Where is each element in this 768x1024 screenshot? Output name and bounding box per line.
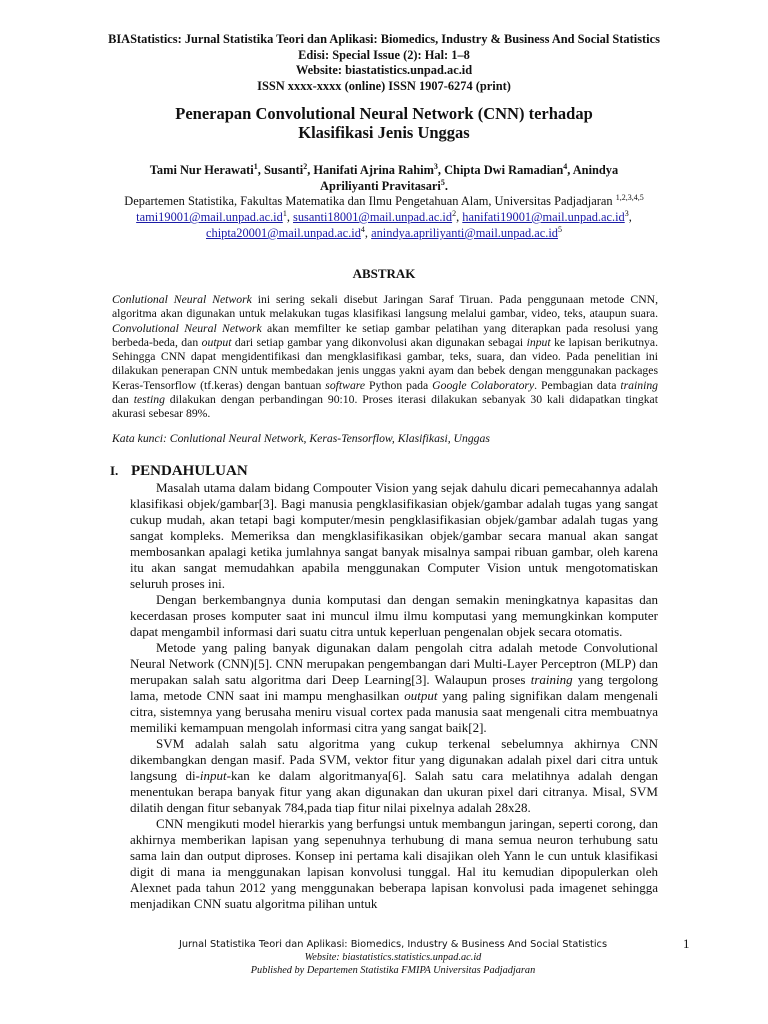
section-body: [130, 480, 658, 912]
page-number: 1: [683, 936, 690, 951]
footer-journal-name: Jurnal Statistika Teori dan Aplikasi: Biomedics, Industry & Business And Social Statistics: [178, 939, 608, 950]
author-name: Susanti: [263, 163, 304, 177]
author-name: Chipta Dwi Ramadian: [444, 163, 564, 177]
email-link[interactable]: chipta20001@mail.unpad.ac.id: [206, 226, 361, 240]
section-title: PENDAHULUAN: [131, 463, 248, 479]
page-footer: [120, 938, 666, 977]
paragraph: Metode yang paling banyak digunakan dalam pengolah citra adalah metode Convolutional Neural Network (CNN)[5]. CNN merupakan pengembangan dari Multi-Layer Perceptron (MLP) dan merupakan salah satu algoritma dari Deep Learning[3]. Walaupun proses training yang tergolong lama, metode CNN saat ini mampu menghasilkan output yang paling signifikan dalam mengenali citra, sistemnya yang berusaha meniru visual cortex pada manusia saat mengenali citra membuatnya memiliki kemampuan mengolah informasi citra yang sangat baik[2].: [130, 640, 659, 735]
paragraph: SVM adalah salah satu algoritma yang cukup terkenal sebelumnya akhirnya CNN dikembangkan dengan masif. Pada SVM, vektor fitur yang digunakan adalah pixel dari citra untuk langsung di-input-kan ke dalam algoritmanya[6]. Salah satu cara melatihnya adalah dengan menentukan berapa banyak fitur yang akan digunakan dan ukuran pixel dari citranya. Misal, SVM dilatih dengan fitur sebanyak 784,pada tiap fitur nilai pixelnya adalah 28x28.: [130, 736, 658, 815]
affiliation-block: Departemen Statistika, Fakultas Matematika dan Ilmu Pengetahuan Alam, Universitas Padjadjaran $^{1,2,3,4,5}$ $tami19001@mail.unpad.ac.id^1$, $susanti18001@mail.unpad.ac.id^2$, $hanifati19001@mail.unpad.ac.id^3$, $chipta20001@mail.unpad.ac.id^4$, $anindya.apriliyanti@mail.unpad.ac.id^5$: [124, 192, 644, 240]
paragraph: CNN mengikuti model hierarkis yang berfungsi untuk membangun jaringan, seperti corong, dan akhirnya memberikan lapisan yang sepenuhnya terhubung di mana semua neuron terhubung satu sama lain dan output diproses. Konsep ini pertama kali disajikan oleh Yann le cun untuk klasifikasi digit di mana ia menggunakan lapisan konvolusi tunggal. Hal itu kemudian dipopulerkan oleh Alexnet pada tahun 2012 yang menggunakan beberapa lapisan konvolusi pada imagenet sehingga menjadikan CNN suatu algoritma pilihan untuk: [130, 816, 658, 911]
abstract-heading: ABSTRAK: [352, 266, 416, 281]
author-list: Tami Nur Herawati$^1$, Susanti$^2$, Hanifati Ajrina Rahim$^3$, Chipta Dwi Ramadian$^4$, Anindya Apriliyanti Pravitasari$^5$.: [149, 161, 619, 193]
email-link[interactable]: hanifati19001@mail.unpad.ac.id: [462, 210, 625, 224]
footer-website: Website: biastatistics.statistics.unpad.ac.id: [304, 952, 482, 963]
keywords: Kata kunci: Conlutional Neural Network, Keras-Tensorflow, Klasifikasi, Unggas: [112, 432, 490, 445]
section-number: I.: [110, 463, 119, 478]
email-link[interactable]: susanti18001@mail.unpad.ac.id: [293, 210, 453, 224]
journal-website: Website: biastatistics.unpad.ac.id: [295, 63, 473, 77]
paragraph: Dengan berkembangnya dunia komputasi dan dengan semakin meningkatnya kapasitas dan kecerdasan proses komputer saat ini muncul ilmu ilmu komputasi yang memungkinkan komputer dapat mengambil informasi dari suatu citra untuk keperluan pengenalan objek secara otomatis.: [130, 592, 658, 639]
email-link[interactable]: tami19001@mail.unpad.ac.id: [136, 210, 283, 224]
issn-info: ISSN xxxx-xxxx (online) ISSN 1907-6274 (print): [257, 78, 511, 93]
paper-title: Penerapan Convolutional Neural Network (CNN) terhadap Klasifikasi Jenis Unggas: [175, 104, 593, 142]
issue-info: Edisi: Special Issue (2): Hal: 1–8: [298, 47, 470, 62]
paragraph: Masalah utama dalam bidang Compouter Vision yang sejak dahulu dicari pemecahannya adalah klasifikasi objek/gambar[3]. Bagi manusia pengklasifikasian objek/gambar adalah tugas yang sangat cukup mudah, akan tetapi bagi komputer/mesin pengklasifikasian objek/gambar adalah tugas yang sangat kompleks. Memeriksa dan mengklasifikasikan objek/gambar secara manual akan sangat membosankan apalagi ketika jumlahnya sangat banyak misalnya sampai ribuan gambar, oleh karena itu akan sangat memudahkan apabila menggunakan Computer Vision untuk mengotomatiskan seluruh proses ini.: [130, 480, 658, 591]
author-name: Hanifati Ajrina Rahim: [313, 163, 434, 177]
abstract-text: Conlutional Neural Network ini sering sekali disebut Jaringan Saraf Tiruan. Pada penggunaan metode CNN, algoritma akan digunakan untuk melakukan tugas klasifikasi langsung melalui gambar, video, teks, ataupun suara. Convolutional Neural Network akan memfilter ke setiap gambar pelatihan yang diterapkan pada resolusi yang berbeda-beda, dan output dari setiap gambar yang dikonvolusi akan digunakan sebagai input ke lapisan berikutnya. Sehingga CNN dapat mengidentifikasi dan mengklasifikasi gambar, teks, suara, dan video. Pada penelitian ini dilakukan penerapan CNN untuk membedakan jenis unggas yakni ayam dan bebek dengan menggunakan packages Keras-Tensorflow (tf.keras) dengan bantuan software Python pada Google Colaboratory. Pembagian data training dan testing dilakukan dengan perbandingan 90:10. Proses iterasi dilakukan sebanyak 30 kali didapatkan tingkat akurasi sebesar 89%.: [112, 293, 659, 421]
footer-publisher: Published by Departemen Statistika FMIPA Universitas Padjadjaran: [250, 965, 536, 976]
author-name: Tami Nur Herawati: [149, 163, 254, 177]
section-heading: [110, 463, 248, 480]
email-link[interactable]: anindya.apriliyanti@mail.unpad.ac.id: [371, 226, 558, 240]
author-name: Anindya Apriliyanti Pravitasari: [320, 163, 619, 193]
journal-name: BIAStatistics: Jurnal Statistika Teori dan Aplikasi: Biomedics, Industry & Business And Social Statistics: [108, 32, 660, 46]
journal-header: [40, 32, 728, 94]
affiliation-text: Departemen Statistika, Fakultas Matematika dan Ilmu Pengetahuan Alam, Universitas Padjadjaran: [124, 194, 613, 208]
